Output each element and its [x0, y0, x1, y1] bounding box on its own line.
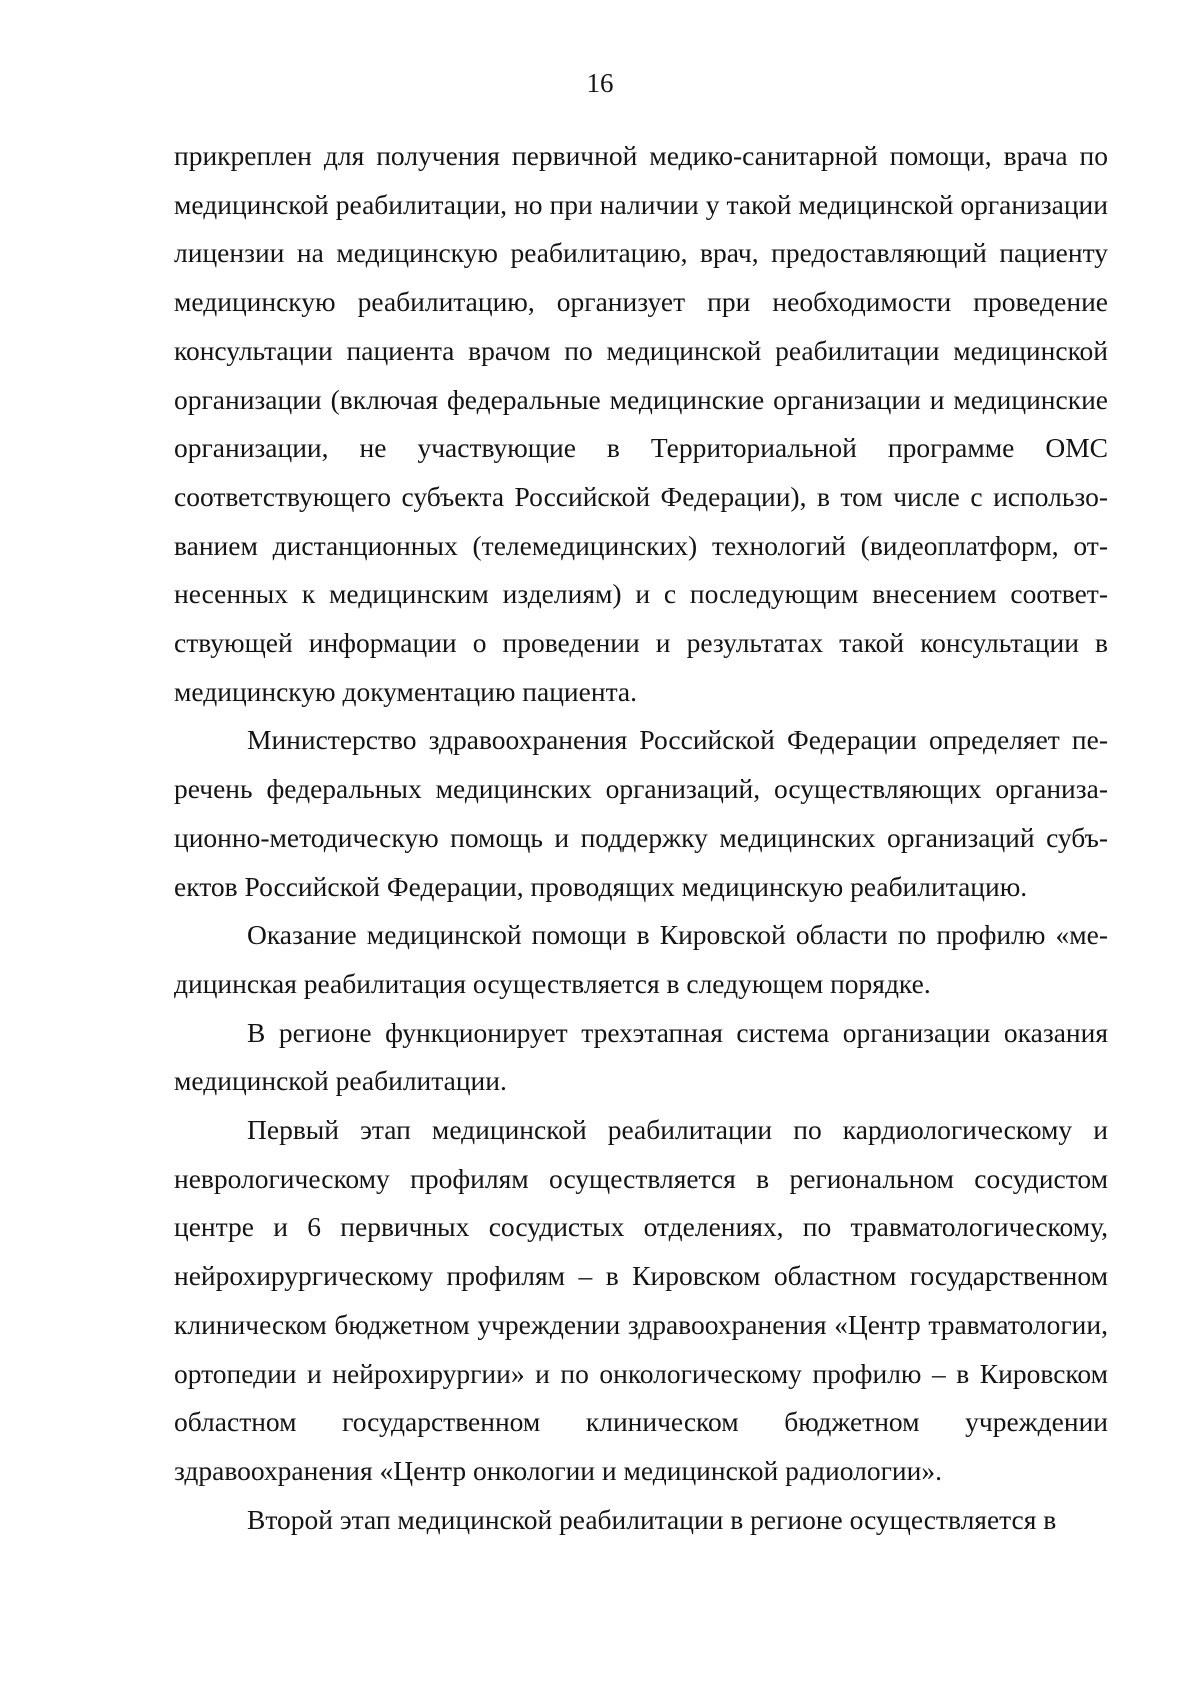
- paragraph-first-stage: Первый этап медицинской реабилитации по кардиологическому и неврологическому профилям осуществляется в региональном сосудистом центре и 6 первичных сосудистых отделениях, по травматологическому, нейрохирургическому профилям – в Кировском областном государственном клиническом бюджетном учреждении здравоохранения «Центр травматологии, ортопедии и нейрохирургии» и по онкологическому профилю – в Кировском областном государственном клиническом бюджетном учреждении здравоохранения «Центр онкологии и медицинской радиологии».: [174, 1114, 1108, 1486]
- paragraph-kirov-procedure-intro: Оказание медицинской помощи в Кировской области по профилю «медицинская реабилитация осуществляется в следующем порядке.: [174, 919, 1108, 999]
- paragraph-second-stage: Второй этап медицинской реабилитации в регионе осуществляется в: [247, 1503, 1057, 1535]
- paragraph-three-stage-system: В регионе функционирует трехэтапная система организации оказания медицинской реабилитации.: [174, 1016, 1108, 1097]
- paragraph-ministry-federal-organizations: Министерство здравоохранения Российской Федерации определяет перечень федеральных медицинских организаций, осуществляющих организационно-методическую помощь и поддержку медицинских организаций субъектов Российской Федерации, проводящих медицинскую реабилитацию.: [174, 724, 1108, 902]
- document-body: [174, 132, 1108, 1544]
- paragraph-referral-consultation: прикреплен для получения первичной медико-санитарной помощи, врача по медицинской реабилитации, но при наличии у такой медицинской организации лицензии на медицинскую реабилитацию, врач, предоставляющий пациенту медицинскую реабилитацию, организует при необходимости проведение консультации пациента врачом по медицинской реабилитации медицинской организации (включая федеральные медицинские организации и медицинские организации, не участвующие в Территориальной программе ОМС соответствующего субъекта Российской Федерации), в том числе с использованием дистанционных (телемедицинских) технологий (видеоплатформ, отнесенных к медицинским изделиям) и с последующим внесением соответствующей информации о проведении и результатах такой консультации в медицинскую документацию пациента.: [174, 140, 1108, 707]
- page-number: 16: [586, 68, 614, 98]
